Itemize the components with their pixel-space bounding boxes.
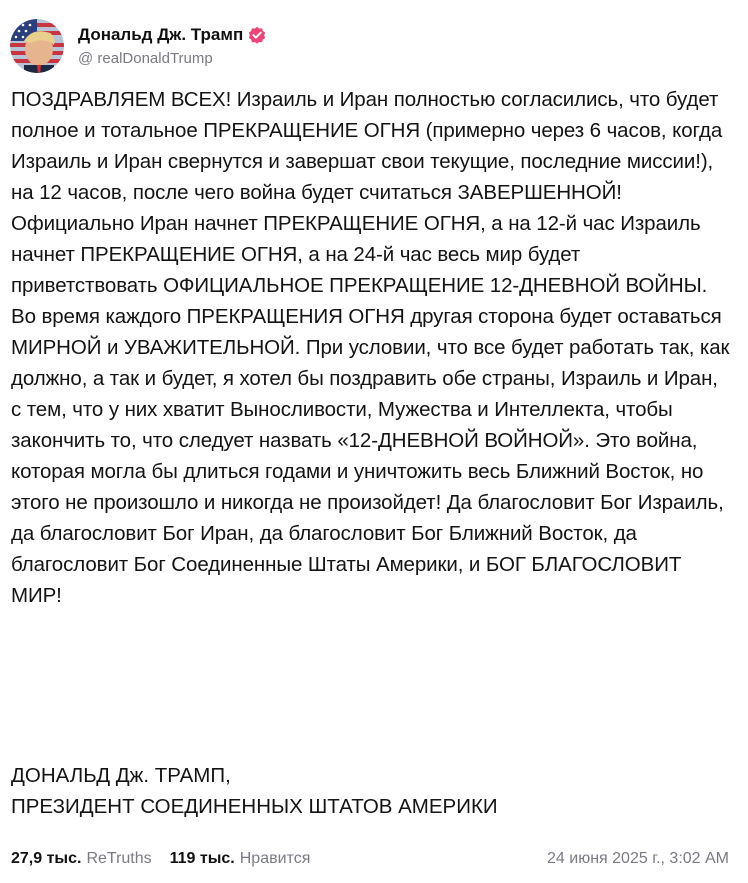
post-body-text: ПОЗДРАВЛЯЕМ ВСЕХ! Израиль и Иран полностью согласились, что будет полное и тотальное ПРЕКРАЩЕНИЕ ОГНЯ (примерно через 6 часов, когда Израиль и Иран свернутся и завершат свои текущие, последние миссии!), на 12 часов, после чего война будет считаться ЗАВЕРШЕННОЙ! Официально Иран начнет ПРЕКРАЩЕНИЕ ОГНЯ, а на 12-й час Израиль начнет ПРЕКРАЩЕНИЕ ОГНЯ, а на 24-й час весь мир будет приветствовать ОФИЦИАЛЬНОЕ ПРЕКРАЩЕНИЕ 12-ДНЕВНОЙ ВОЙНЫ. Во время каждого ПРЕКРАЩЕНИЯ ОГНЯ другая сторона будет оставаться МИРНОЙ и УВАЖИТЕЛЬНОЙ. При условии, что все будет работать так, как должно, а так и будет, я хотел бы поздравить обе страны, Израиль и Иран, с тем, что у них хватит Выносливости, Мужества и Интеллекта, чтобы закончить то, что следует назвать «12-ДНЕВНОЙ ВОЙНОЙ». Это война, которая могла бы длиться годами и уничтожить весь Ближний Восток, но этого не произошло и никогда не произойдет! Да благословит Бог Израиль, да благословит Бог Иран, да благословит Бог Ближний Восток, да благословит Бог Соединенные Штаты Америки, и БОГ БЛАГОСЛОВИТ МИР! — [11, 88, 730, 607]
post-header — [10, 16, 266, 76]
post-timestamp[interactable]: 24 июня 2025 г., 3:02 AM — [547, 850, 729, 867]
retruths-stat[interactable] — [11, 850, 152, 868]
likes-label: Нравится — [239, 850, 311, 867]
verified-badge-icon — [248, 26, 266, 44]
post-signature — [11, 760, 731, 822]
avatar[interactable] — [10, 19, 64, 73]
post-footer — [11, 850, 729, 868]
author-display-name[interactable]: Дональд Дж. Трамп — [78, 25, 244, 44]
likes-stat[interactable] — [170, 850, 311, 868]
retruths-label: ReTruths — [86, 850, 152, 867]
author-name-row — [78, 25, 266, 45]
avatar-image — [10, 19, 64, 73]
author-handle[interactable]: @ realDonaldTrump — [78, 50, 213, 67]
signature-name: ДОНАЛЬД Дж. ТРАМП, — [11, 764, 231, 787]
retruths-count: 27,9 тыс. — [11, 850, 82, 867]
signature-title: ПРЕЗИДЕНТ СОЕДИНЕННЫХ ШТАТОВ АМЕРИКИ — [11, 795, 498, 818]
likes-count: 119 тыс. — [169, 850, 235, 867]
author-block — [78, 25, 266, 67]
